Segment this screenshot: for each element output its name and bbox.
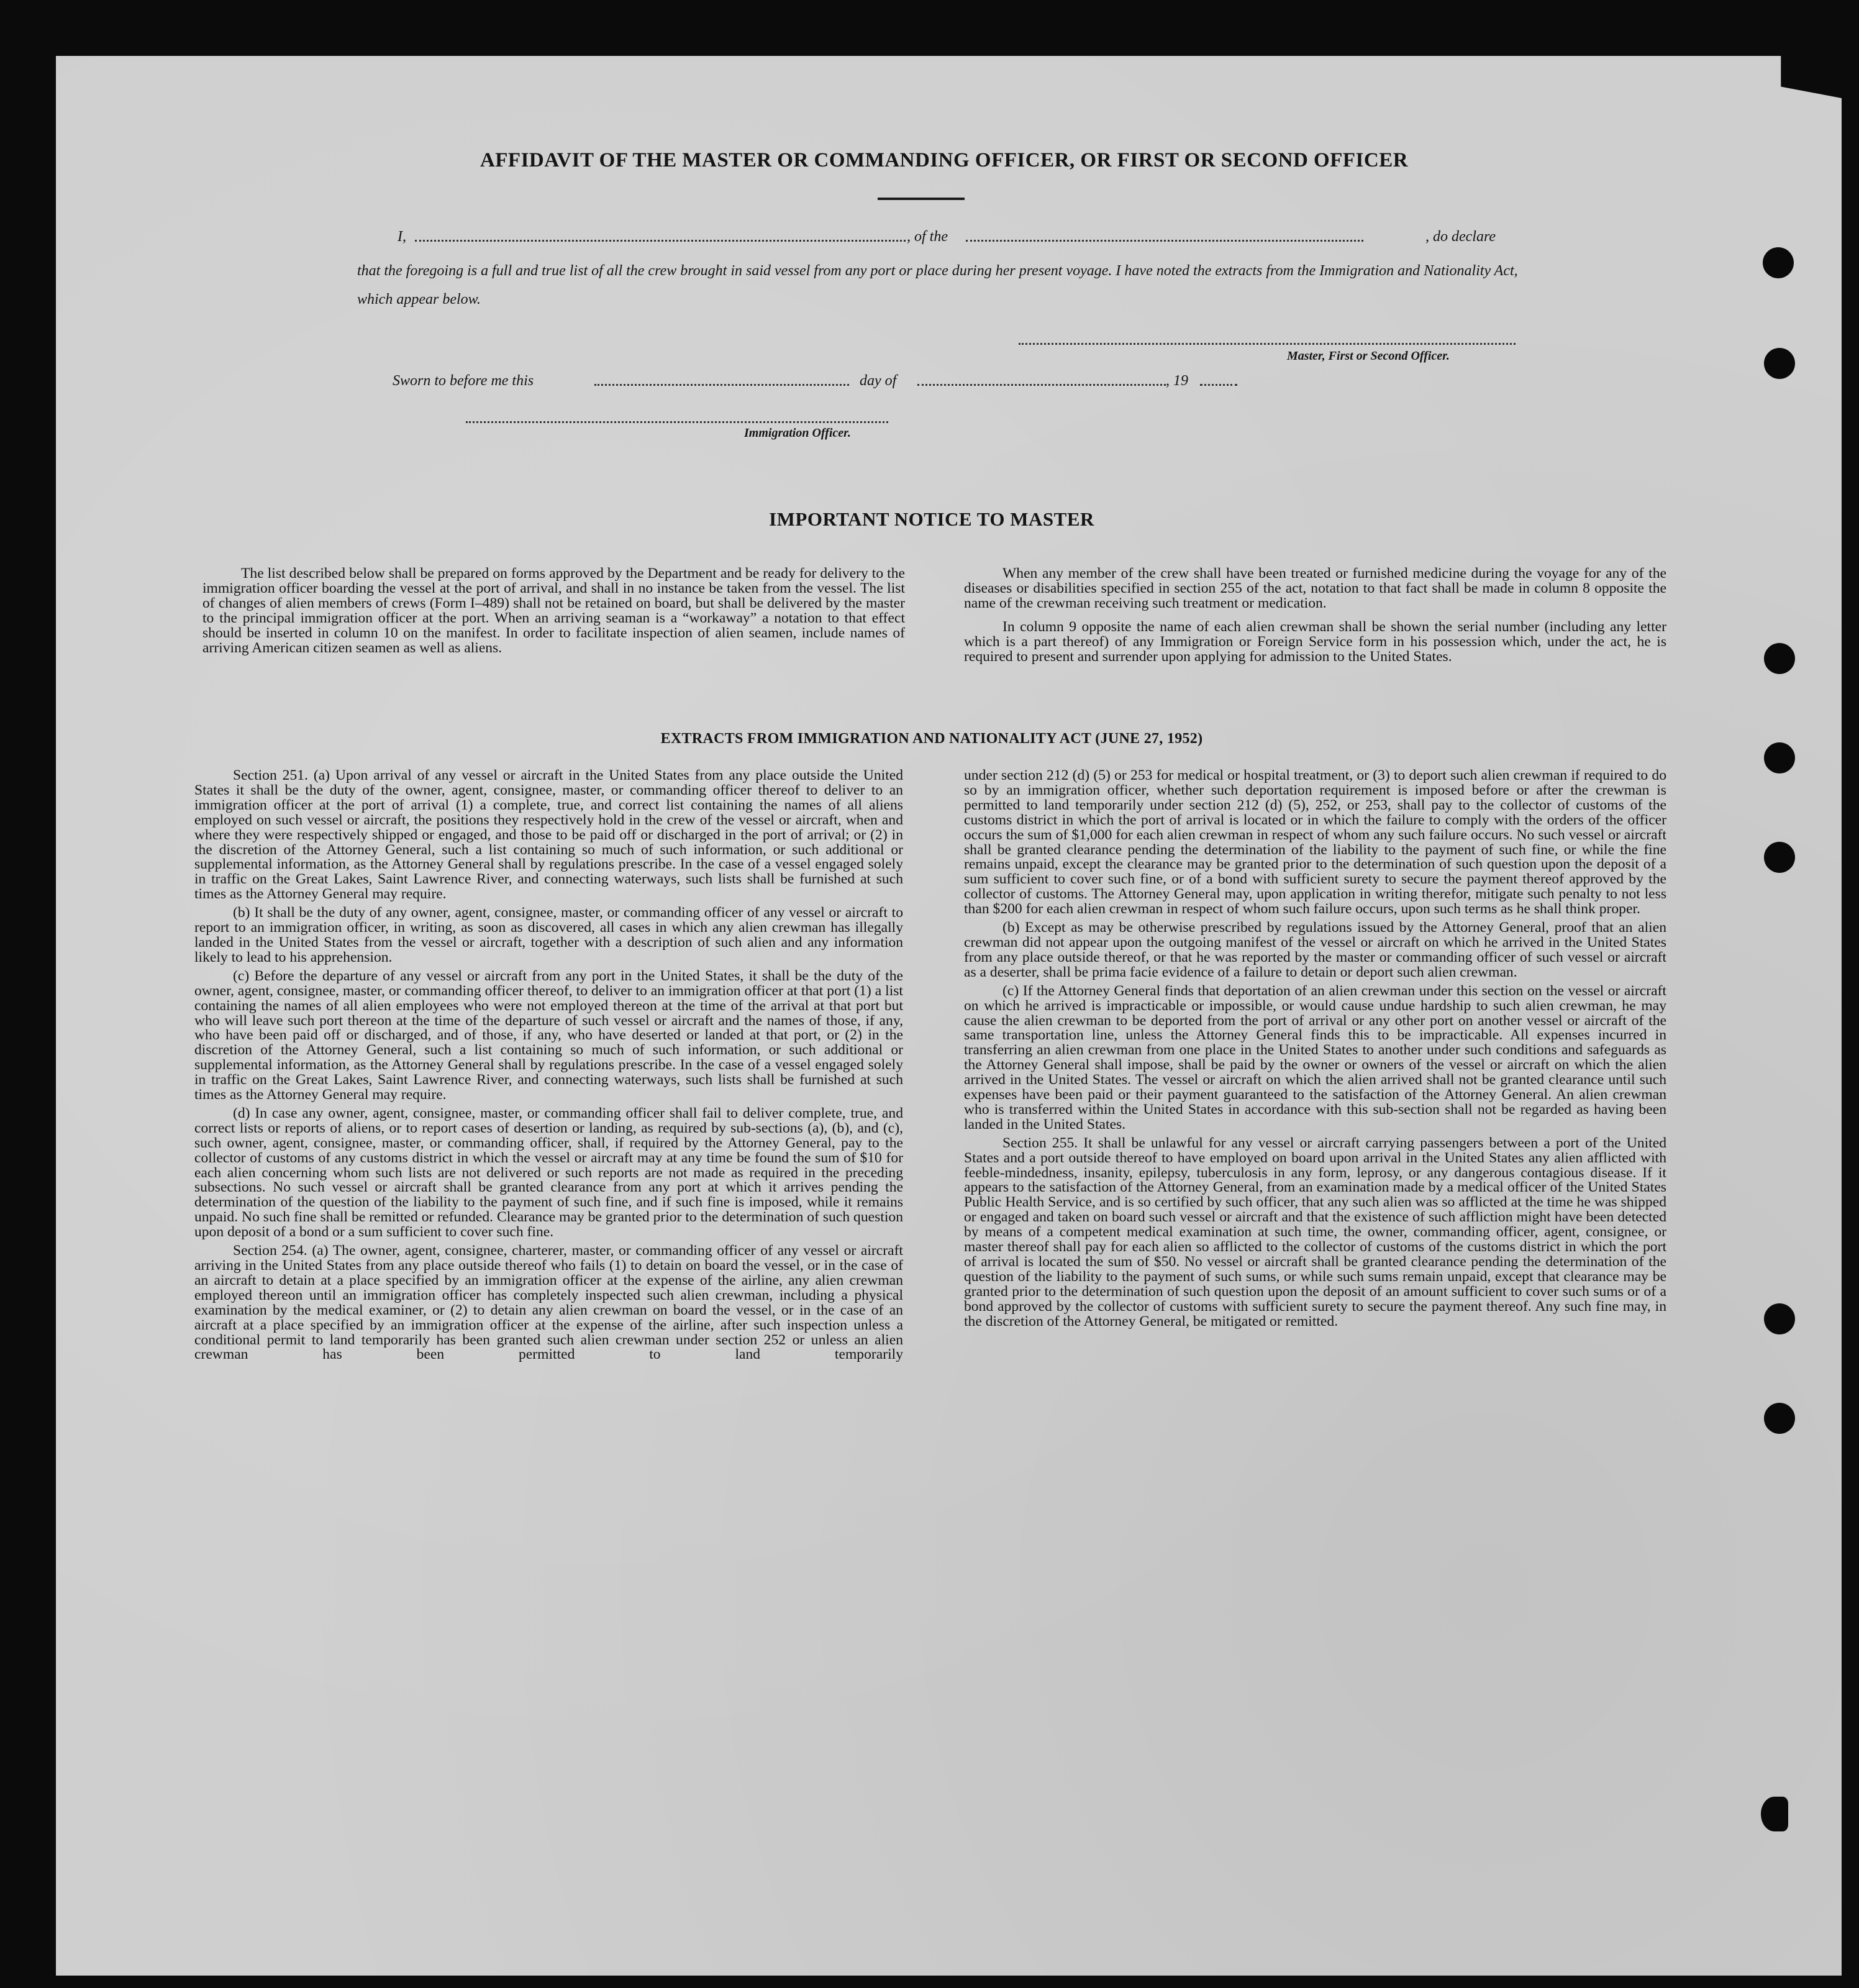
section-254a-continued: under section 212 (d) (5) or 253 for medical or hospital treatment, or (3) to deport such alien crewman if required to do so by an immigration officer, whether such deportation requirement is imposed before or after the crewman is permitted to land temporarily under section 212 (d) (5), 252, or 253, shall pay to the collector of customs of the customs district in which the port of arrival is located or in which the failure to comply with the orders of the officer occurs the sum of $1,000 for each alien crewman in respect of whom any such failure occurs. No such vessel or aircraft shall be granted clearance pending the determination of the liability to the payment of such fine, or while the fine remains unpaid, except the clearance may be granted prior to the determination of such question upon the deposit of a sum sufficient to cover such fine, or of a bond with sufficient surety to secure the payment thereof approved by the collector of customs. The Attorney General may, upon application in writing therefor, mitigate such penalty to not less than $200 for each alien crewman in respect of whom such failure occurs, upon such terms as he shall think proper. xyxy=(964,767,1666,918)
immigration-officer-signature-field[interactable] xyxy=(466,421,888,423)
punch-hole xyxy=(1764,643,1795,674)
punch-hole xyxy=(1764,842,1795,873)
i-label: I, xyxy=(398,229,406,245)
notice-right-column xyxy=(964,567,1666,668)
section-251c: (c) Before the departure of any vessel or aircraft from any port in the United States, it shall be the duty of the owner, agent, consignee, master, or commanding officer thereof, to deliver to an immigration officer at that port (1) a list containing the names of all alien employees who were not employed thereon at the time of the arrival at that port but who will leave such port thereon at the time of the departure of such vessel or aircraft and the names of those, if any, who have been paid off or discharged, and of those, if any, who have deserted or landed at that port, or (2) in the discretion of the Attorney General, such a list containing so much of such information, or such additional or supplemental information, as the Attorney General shall by regulations prescribe. In the case of a vessel engaged solely in traffic on the Great Lakes, Saint Lawrence River, and connecting waterways, such lists shall be furnished at such times as the Attorney General may require. xyxy=(194,967,903,1103)
section-255: Section 255. It shall be unlawful for any vessel or aircraft carrying passengers between a port of the United States and a port outside thereof to have employed on board upon arrival in the United States any alien afflicted with feeble-mindedness, insanity, epilepsy, tuberculosis in any form, leprosy, or any dangerous contagious disease. If it appears to the satisfaction of the Attorney General, from an examination made by a medical officer of the United States Public Health Service, and is so certified by such officer, that any such alien was so afflicted at the time he was shipped or engaged and taken on board such vessel or aircraft and that the existence of such affliction might have been detected by means of a competent medical examination at such time, the owner, commanding officer, agent, consignee, or master thereof shall pay for each alien so afflicted to the collector of customs of the customs district in which the port of arrival is located the sum of $50. No vessel or aircraft shall be granted clearance pending the determination of the question of the liability to the payment of such sums, or while such sums remain unpaid, except that clearance may be granted prior to the determination of such question upon the deposit of an amount sufficient to cover such sums or of a bond approved by the collector of customs with sufficient surety to secure the payment thereof. Any such fine may, in the discretion of the Attorney General, be mitigated or remitted. xyxy=(964,1134,1666,1329)
extracts-right-column xyxy=(964,768,1666,1333)
extracts-title: EXTRACTS FROM IMMIGRATION AND NATIONALITY ACT (JUNE 27, 1952) xyxy=(660,731,1203,747)
punch-hole xyxy=(1761,1797,1788,1831)
master-signature-caption: Master, First or Second Officer. xyxy=(1287,349,1450,363)
notice-paragraph: In column 9 opposite the name of each alien crewman shall be shown the serial number (including any letter which is a part thereof) of any Immigration or Foreign Service form in his possession which, under the act, he is required to present and surrender upon applying for admission to the United States. xyxy=(964,618,1666,665)
sworn-day-field[interactable] xyxy=(594,384,849,386)
sworn-line xyxy=(393,373,1262,391)
master-signature-field[interactable] xyxy=(1019,343,1516,345)
affidavit-title: AFFIDAVIT OF THE MASTER OR COMMANDING OFFICER, OR FIRST OR SECOND OFFICER xyxy=(480,149,1409,171)
punch-hole xyxy=(1764,348,1795,379)
year-label: , 19 xyxy=(1166,373,1188,389)
sworn-month-field[interactable] xyxy=(917,384,1166,386)
section-254b: (b) Except as may be otherwise prescribed by regulations issued by the Attorney General, proof that an alien crewman did not appear upon the outgoing manifest of the vessel or aircraft on which he arrived in the United States from any place outside thereof, or that he was reported by the master or commanding officer of such vessel or aircraft as a deserter, shall be prima facie evidence of a failure to detain or deport such alien crewman. xyxy=(964,919,1666,980)
extracts-left-column xyxy=(194,768,903,1366)
immigration-officer-caption: Immigration Officer. xyxy=(744,426,851,440)
section-251d: (d) In case any owner, agent, consignee, master, or commanding officer shall fail to deliver complete, true, and correct lists or reports of aliens, or to report cases of desertion or landing, as required by sub-sections (a), (b), and (c), such owner, agent, consignee, master, or commanding officer, shall, if required by the Attorney General, pay to the collector of customs of any customs district in which the vessel or aircraft may at any time be found the sum of $10 for each alien concerning whom such lists are not delivered or such reports are not made as required in the preceding subsections. No such vessel or aircraft shall be granted clearance from any port at which it arrives pending the determination of the question of the liability to the payment of such fine, and if such fine is imposed, while it remains unpaid. No such fine shall be remitted or refunded. Clearance may be granted prior to the determination of such question upon deposit of a bond or a sum sufficient to cover such fine. xyxy=(194,1105,903,1241)
sworn-year-field[interactable] xyxy=(1200,384,1237,386)
vessel-name-field[interactable] xyxy=(966,240,1363,242)
section-254a: Section 254. (a) The owner, agent, consignee, charterer, master, or commanding officer of any vessel or aircraft arriving in the United States from any place outside thereof who fails (1) to detain on board the vessel, or in the case of an aircraft to detain at a place specified by an immigration officer at the expense of the airline, any alien crewman employed thereon until an immigration officer has completely inspected such alien crewman, including a physical examination by the medical examiner, or (2) to detain any alien crewman on board the vessel, or in the case of an aircraft at a place specified by an immigration officer at the expense of the airline, after such inspection unless a conditional permit to land temporarily has been granted such alien crewman under section 252 or unless an alien crewman has been permitted to land temporarily xyxy=(194,1242,903,1363)
punch-hole xyxy=(1764,1403,1795,1434)
notice-paragraph: When any member of the crew shall have been treated or furnished medicine during the voyage for any of the diseases or disabilities specified in section 255 of the act, notation to that fact shall be made in column 8 opposite the name of the crewman receiving such treatment or medication. xyxy=(964,565,1666,611)
section-254c: (c) If the Attorney General finds that deportation of an alien crewman under this section on the vessel or aircraft on which he arrived is impracticable or impossible, or would cause undue hardship to such alien crewman, he may cause the alien crewman to be deported from the port of arrival or any other port on another vessel or aircraft of the same transportation line, unless the Attorney General finds this to be impracticable. All expenses incurred in transferring an alien crewman from one place in the United States to another under such conditions and safeguards as the Attorney General shall impose, shall be paid by the owner or owners of the vessel or aircraft on which the alien arrived in the United States. The vessel or aircraft on which the alien arrived shall not be granted clearance until such expenses have been paid or their payment guaranteed to the satisfaction of the Attorney General. An alien crewman who is transferred within the United States in accordance with this sub-section shall not be regarded as having been landed in the United States. xyxy=(964,982,1666,1133)
notice-paragraph: The list described below shall be prepared on forms approved by the Department and be ready for delivery to the immigration officer boarding the vessel at the port of arrival, and shall in no instance be taken from the vessel. The list of changes of alien members of crews (Form I–489) shall not be retained on board, but shall be delivered by the master to the principal immigration officer at the port. When an arriving seaman is a “workaway” a notation to that effect should be inserted in column 10 on the manifest. In order to facilitate inspection of alien seamen, include names of arriving American citizen seamen as well as aliens. xyxy=(202,565,905,656)
punch-hole xyxy=(1763,247,1794,278)
oath-declaration-line xyxy=(398,229,1516,247)
do-declare-label: , do declare xyxy=(1425,229,1496,245)
oath-statement: that the foregoing is a full and true list of all the crew brought in said vessel from any port or place during her present voyage. I have noted the extracts from the Immigration and Nationality Act, which appear below. xyxy=(357,263,1518,308)
day-of-label: day of xyxy=(860,373,897,389)
of-the-label: , of the xyxy=(907,229,948,245)
section-251a: Section 251. (a) Upon arrival of any vessel or aircraft in the United States from any place outside the United States it shall be the duty of the owner, agent, consignee, master, or commanding officer thereof to deliver to an immigration officer at the port of arrival (1) a complete, true, and correct list containing the names of all aliens employed on such vessel or aircraft, the positions they respectively hold in the crew of the vessel or aircraft, when and where they were respectively shipped or engaged, and those to be paid off or discharged in the port of arrival; or (2) in the discretion of the Attorney General, such a list containing so much of such information, or such additional or supplemental information, as the Attorney General shall by regulations prescribe. In the case of a vessel engaged solely in traffic on the Great Lakes, Saint Lawrence River, and connecting waterways, such lists shall be furnished at such times as the Attorney General may require. xyxy=(194,767,903,903)
section-251b: (b) It shall be the duty of any owner, agent, consignee, master, or commanding officer of any vessel or aircraft to report to an immigration officer, in writing, as soon as discovered, all cases in which any alien crewman has illegally landed in the United States from the vessel or aircraft, together with a description of such alien and any information likely to lead to his apprehension. xyxy=(194,905,903,965)
notice-left-column xyxy=(202,567,905,659)
sworn-label: Sworn to before me this xyxy=(393,373,534,389)
officer-name-field[interactable] xyxy=(415,240,906,242)
notice-title: IMPORTANT NOTICE TO MASTER xyxy=(769,508,1094,530)
title-divider xyxy=(878,198,965,200)
punch-hole xyxy=(1764,1303,1795,1334)
